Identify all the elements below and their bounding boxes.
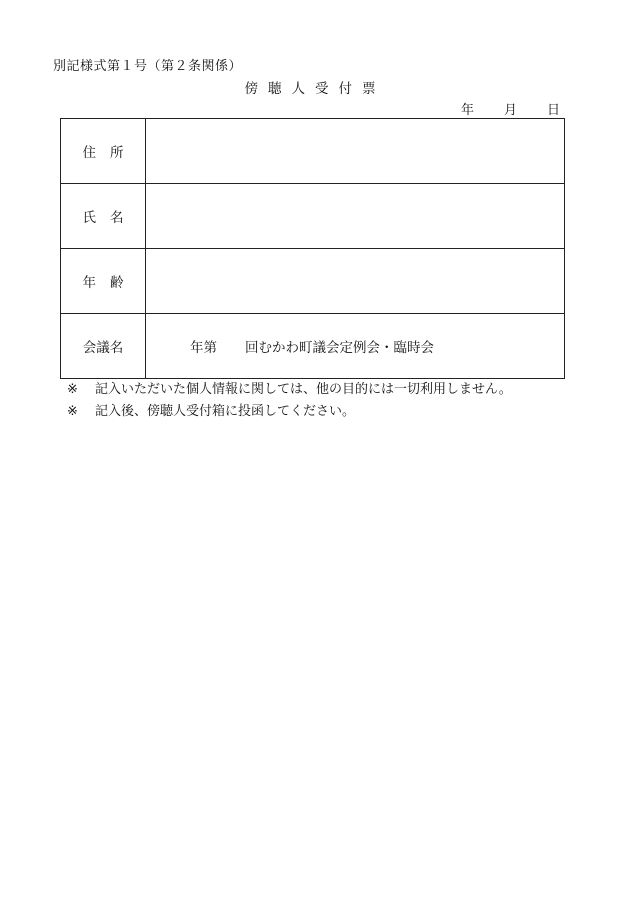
date-day-label: 日	[546, 103, 560, 118]
session-year-label: 年第	[190, 340, 217, 356]
address-label: 住所	[82, 145, 138, 161]
age-field[interactable]	[146, 249, 565, 314]
note-mark: ※	[67, 382, 78, 397]
table-row-age	[61, 249, 565, 314]
name-field[interactable]	[146, 184, 565, 249]
date-year-label: 年	[460, 103, 474, 118]
date-month-label: 月	[503, 103, 517, 118]
form-number: 別記様式第１号（第２条関係）	[53, 59, 243, 74]
name-label-cell	[61, 184, 146, 249]
document-title: 傍聴人受付票	[244, 81, 386, 97]
date-line	[461, 99, 560, 118]
meeting-label: 会議名	[82, 340, 124, 356]
session-text	[146, 336, 434, 356]
registration-form-table	[60, 118, 565, 379]
note-item	[67, 382, 512, 404]
note-text: 記入いただいた個人情報に関しては、他の目的には一切利用しません。	[95, 382, 512, 397]
address-label-cell	[61, 119, 146, 184]
table-row-address	[61, 119, 565, 184]
address-field[interactable]	[146, 119, 565, 184]
note-text: 記入後、傍聴人受付箱に投函してください。	[95, 404, 356, 419]
table-row-meeting	[61, 314, 565, 379]
notes-section	[67, 382, 512, 426]
age-label: 年齢	[82, 275, 138, 291]
age-label-cell	[61, 249, 146, 314]
meeting-field[interactable]	[146, 314, 565, 379]
table-row-name	[61, 184, 565, 249]
note-mark: ※	[67, 404, 78, 419]
note-item	[67, 404, 512, 426]
name-label: 氏名	[82, 210, 138, 226]
meeting-label-cell	[61, 314, 146, 379]
session-meeting-text: 回むかわ町議会定例会・臨時会	[245, 340, 434, 356]
